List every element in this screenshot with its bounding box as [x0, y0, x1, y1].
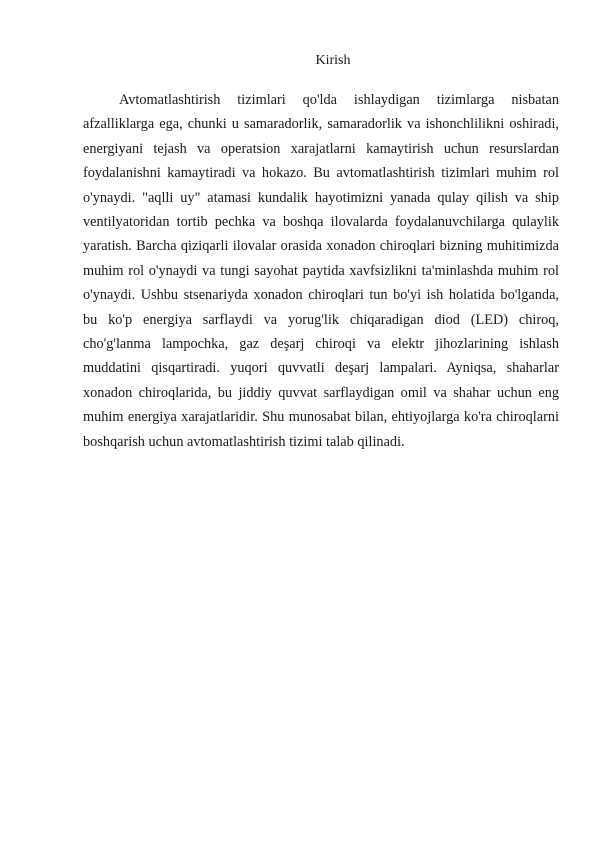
body-paragraph: Avtomatlashtirish tizimlari qo'lda ishlaydigan tizimlarga nisbatan afzalliklarga ega, chunki u samaradorlik, samaradorlik va ishonchlilikni oshiradi, energiyani tejash va operatsion xarajatlarni kamaytirish uchun resurslardan foydalanishni kamaytiradi va hokazo. Bu avtomatlashtirish tizimlari muhim rol o'ynaydi. "aqlli uy" atamasi kundalik hayotimizni yanada qulay qilish va ship ventilyatoridan tortib pechka va boshqa ilovalarda foydalanuvchilarga qulaylik yaratish. Barcha qiziqarli ilovalar orasida xonadon chiroqlari bizning muhitimizda muhim rol o'ynaydi va tungi sayohat paytida xavfsizlikni ta'minlashda muhim rol o'ynaydi. Ushbu stsenariyda xonadon chiroqlari tun bo'yi ish holatida bo'lganda, bu ko'p energiya sarflaydi va yorug'lik chiqaradigan diod (LED) chiroq, cho'g'lanma lampochka, gaz deşarj chiroqi va elektr jihozlarining ishlash muddatini qisqartiradi. yuqori quvvatli deşarj lampalari. Ayniqsa, shaharlar xonadon chiroqlarida, bu jiddiy quvvat sarflaydigan omil va shahar uchun eng muhim energiya xarajatlaridir. Shu munosabat bilan, ehtiyojlarga ko'ra chiroqlarni boshqarish uchun avtomatlashtirish tizimi talab qilinadi.	[83, 92, 559, 450]
section-title: Kirish	[315, 53, 351, 68]
